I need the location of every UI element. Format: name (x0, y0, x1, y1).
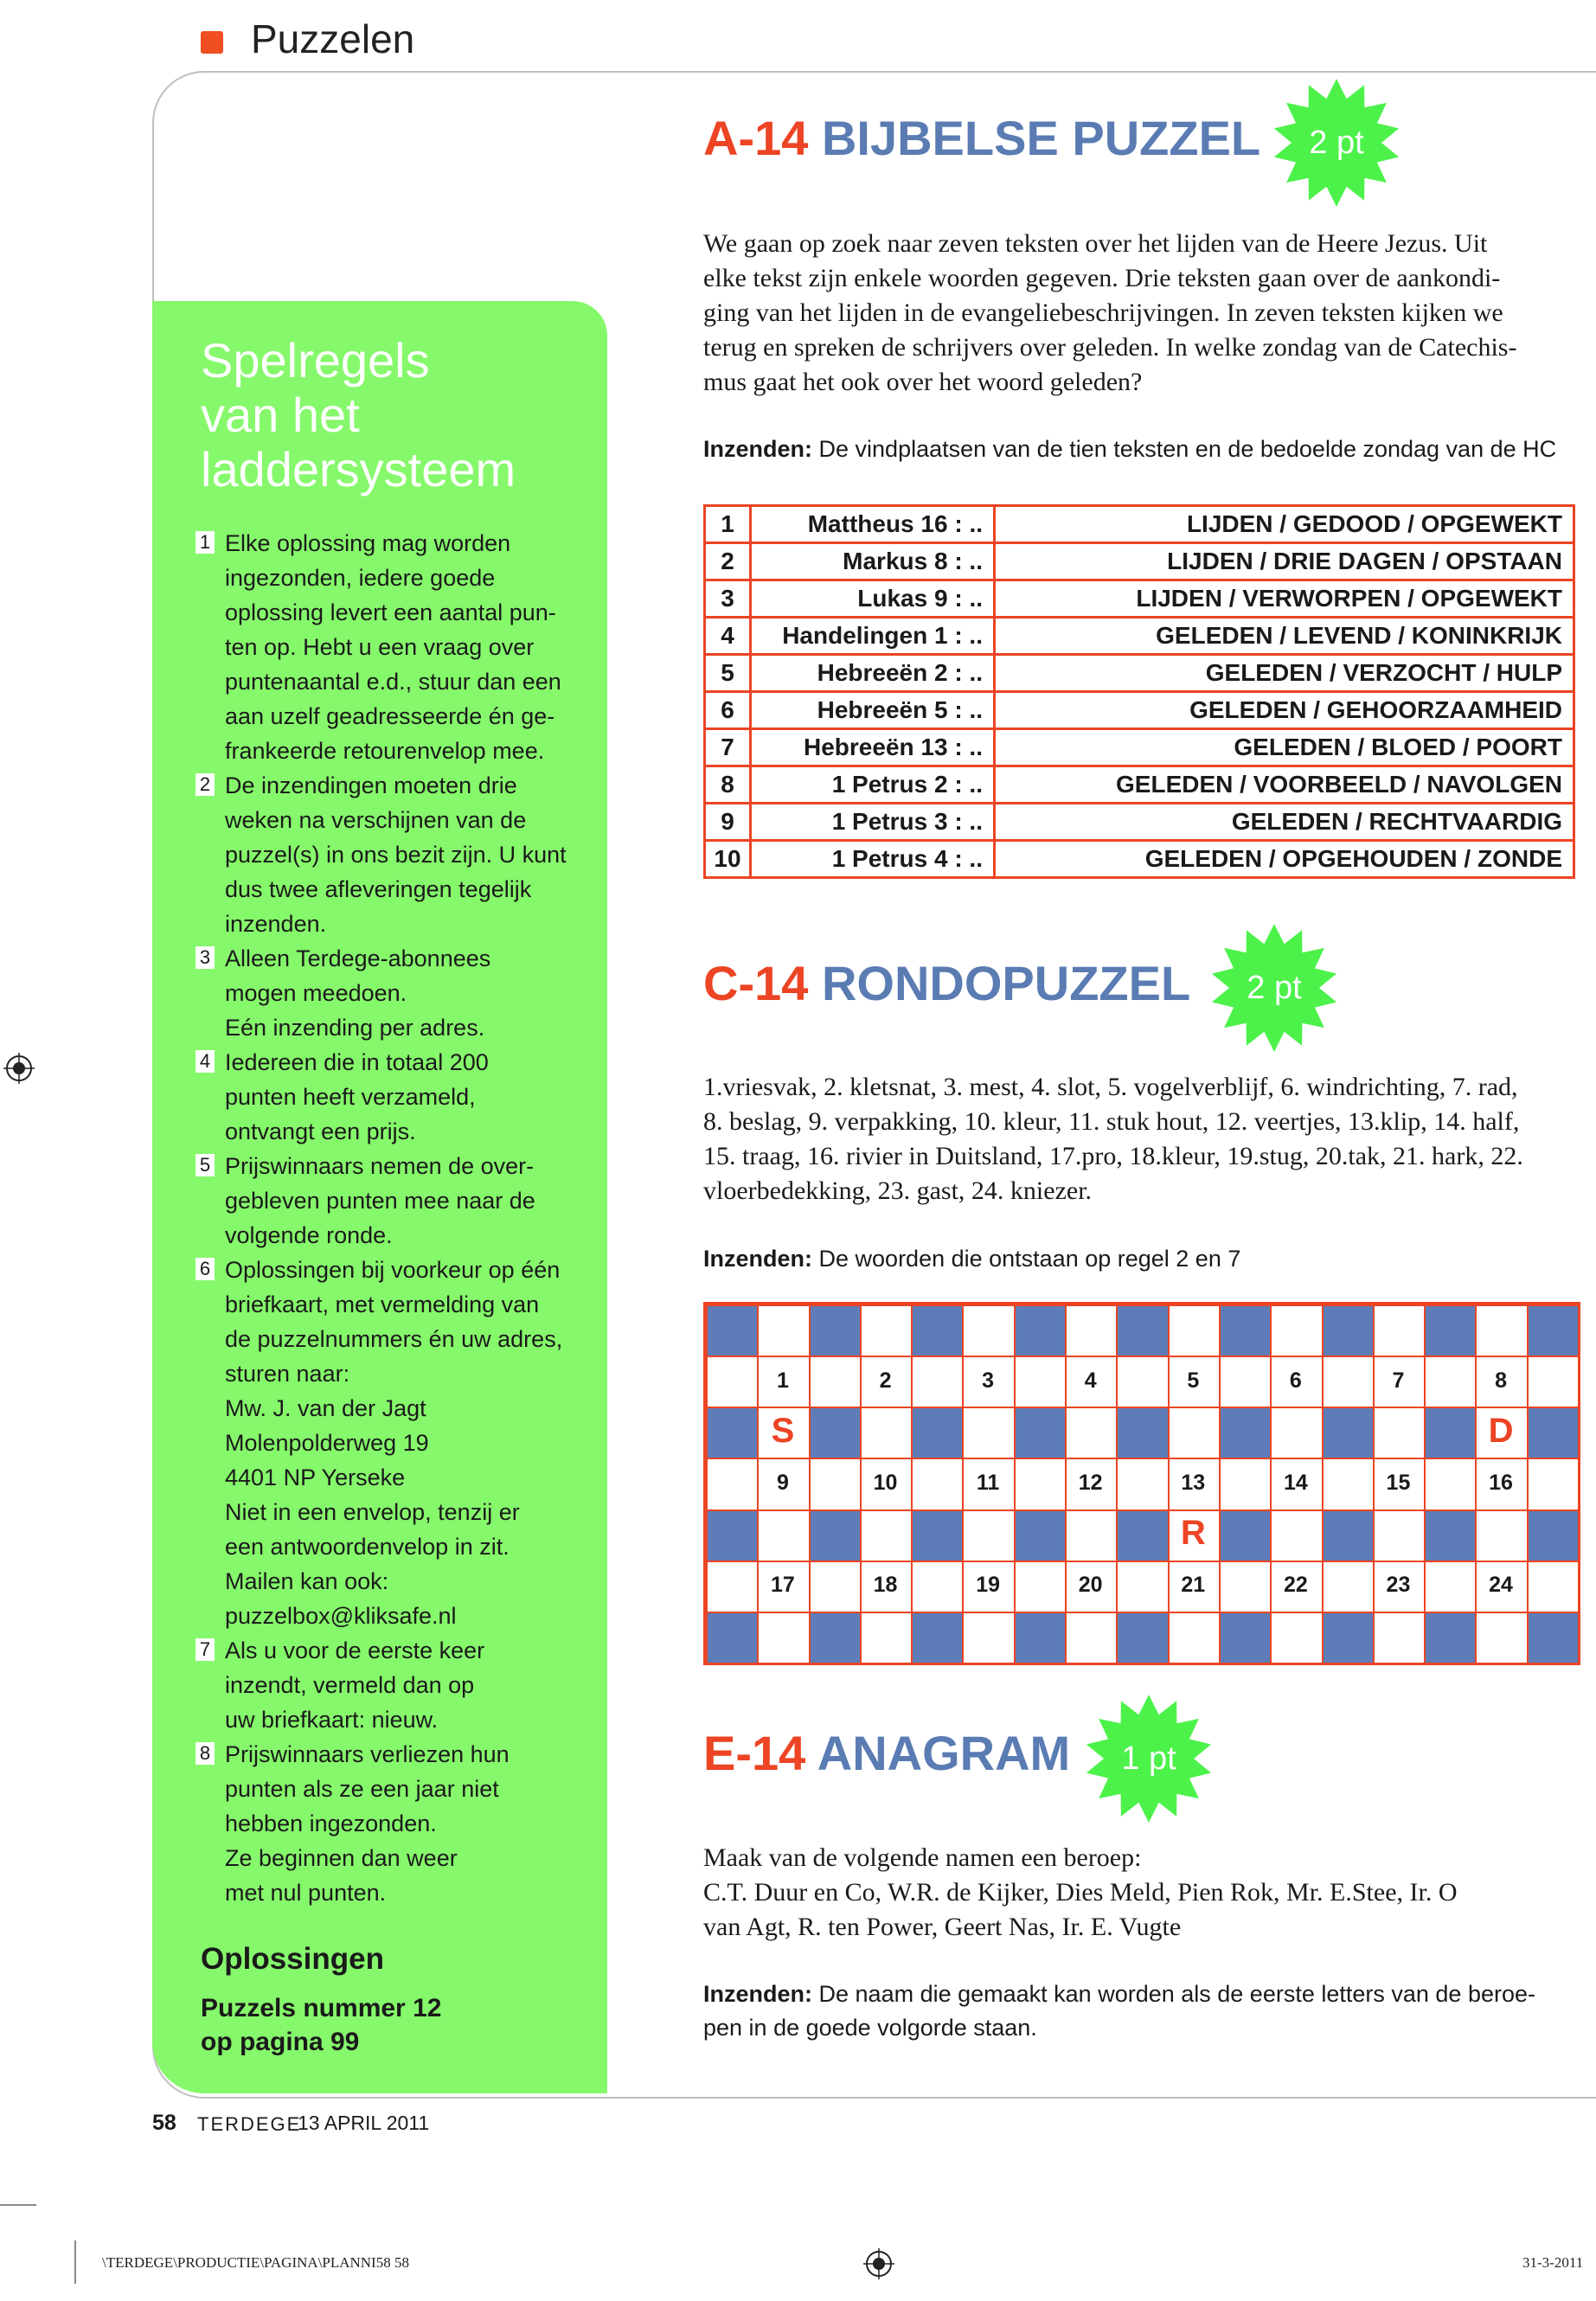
grid-cell (1168, 1407, 1221, 1459)
rule-number: 4 (195, 1050, 215, 1073)
puzzle-c-name: RONDOPUZZEL (821, 956, 1191, 1010)
crop-mark (0, 2204, 36, 2206)
row-words: GELEDEN / GEHOORZAAMHEID (995, 692, 1574, 729)
rule-line: punten heeft verzameld, (225, 1084, 476, 1110)
table-row (705, 841, 1574, 878)
rule-item (195, 1737, 585, 1910)
grid-cell (757, 1612, 810, 1664)
grid-number: 16 (1489, 1471, 1513, 1495)
grid-cell (911, 1356, 964, 1408)
grid-letter: S (771, 1411, 795, 1450)
row-reference: Hebreeën 2 : .. (751, 655, 995, 692)
inzenden-label: Inzenden: (703, 436, 812, 462)
rule-line: Mailen kan ook: (225, 1568, 389, 1594)
rule-line: ten op. Hebt u een vraag over (225, 634, 535, 660)
clue-line: 15. traag, 16. rivier in Duitsland, 17.pro, 18.kleur, 19.stug, 20.tak, 21. hark, 22. (703, 1142, 1523, 1170)
grid-number: 7 (1392, 1368, 1405, 1393)
rule-line: uw briefkaart: nieuw. (225, 1707, 439, 1733)
puzzle-a-points-badge (1272, 78, 1401, 208)
grid-cell (911, 1407, 964, 1459)
grid-cell (1322, 1304, 1375, 1357)
row-reference: Markus 8 : .. (751, 543, 995, 580)
grid-cell (962, 1612, 1015, 1664)
inzenden-text: De woorden die ontstaan op regel 2 en 7 (818, 1246, 1241, 1272)
rules-list (195, 526, 585, 1910)
row-words: GELEDEN / VOORBEELD / NAVOLGEN (995, 766, 1574, 804)
grid-cell (1116, 1407, 1169, 1459)
grid-number: 11 (976, 1471, 1000, 1495)
puzzle-a-intro (703, 227, 1577, 400)
rule-line: inzenden. (225, 911, 327, 937)
grid-cell (706, 1458, 759, 1510)
puzzle-e-title (703, 1726, 1070, 1781)
grid-number: 6 (1289, 1368, 1302, 1393)
grid-number: 14 (1283, 1471, 1308, 1495)
grid-cell (1065, 1304, 1118, 1357)
grid-cell (911, 1304, 964, 1357)
grid-cell (706, 1407, 759, 1459)
grid-cell (1219, 1356, 1272, 1408)
rule-line: sturen naar: (225, 1361, 350, 1387)
rule-line: de puzzelnummers én uw adres, (225, 1326, 563, 1352)
row-number: 10 (705, 841, 751, 878)
rule-item (195, 768, 585, 941)
rule-number: 3 (195, 946, 215, 969)
grid-cell (1527, 1356, 1580, 1408)
grid-cell (1116, 1561, 1169, 1613)
grid-cell (1219, 1561, 1272, 1613)
rule-line: puzzel(s) in ons bezit zijn. U kunt (225, 842, 567, 868)
puzzle-c-points-badge (1209, 923, 1339, 1053)
table-row (705, 618, 1574, 655)
rule-line: volgende ronde. (225, 1222, 393, 1248)
table-row (705, 766, 1574, 804)
solutions-line: op pagina 99 (201, 2028, 360, 2056)
grid-cell (1270, 1509, 1323, 1562)
inzenden-label: Inzenden: (703, 1981, 812, 2007)
grid-cell (1373, 1612, 1426, 1664)
row-number: 7 (705, 729, 751, 766)
grid-cell (1373, 1509, 1426, 1562)
grid-cell (1065, 1612, 1118, 1664)
rule-item (195, 1045, 585, 1149)
rule-line: mogen meedoen. (225, 980, 407, 1006)
inzenden-text: De naam die gemaakt kan worden als de eerste letters van de beroe- (818, 1981, 1535, 2007)
rule-line: hebben ingezonden. (225, 1811, 437, 1836)
row-reference: 1 Petrus 2 : .. (751, 766, 995, 804)
grid-number: 15 (1386, 1471, 1411, 1495)
grid-cell (1424, 1509, 1477, 1562)
grid-cell (809, 1561, 862, 1613)
grid-cell (1014, 1407, 1067, 1459)
rondo-grid (703, 1302, 1580, 1665)
grid-cell (911, 1509, 964, 1562)
grid-cell (1219, 1407, 1272, 1459)
rule-line: puzzelbox@kliksafe.nl (225, 1603, 457, 1629)
puzzle-c-title (703, 956, 1190, 1011)
rule-line: Iedereen die in totaal 200 (225, 1049, 489, 1075)
magazine-name: TERDEGE (197, 2113, 302, 2135)
grid-number: 12 (1078, 1471, 1103, 1495)
rule-line: weken na verschijnen van de (225, 807, 527, 833)
inzenden-label: Inzenden: (703, 1246, 812, 1272)
grid-cell (757, 1304, 810, 1357)
sidebar-title-line: van het (201, 388, 360, 442)
rule-number: 2 (195, 773, 215, 796)
row-words: LIJDEN / GEDOOD / OPGEWEKT (995, 506, 1574, 543)
grid-cell (962, 1304, 1015, 1357)
row-reference: Hebreeën 5 : .. (751, 692, 995, 729)
grid-cell (860, 1612, 913, 1664)
table-row (705, 506, 1574, 543)
grid-letter: D (1488, 1411, 1514, 1450)
grid-cell (962, 1509, 1015, 1562)
rule-line: puntenaantal e.d., stuur dan een (225, 669, 561, 695)
grid-cell (1116, 1612, 1169, 1664)
grid-cell (1219, 1458, 1272, 1510)
grid-cell (706, 1356, 759, 1408)
rule-line: Molenpolderweg 19 (225, 1430, 429, 1456)
grid-cell (1527, 1561, 1580, 1613)
puzzle-a-table (703, 504, 1575, 879)
solutions-line: Puzzels nummer 12 (201, 1994, 442, 2022)
grid-number: 3 (982, 1368, 995, 1393)
puzzle-c-clues (703, 1070, 1577, 1208)
crop-mark (74, 2240, 76, 2284)
rule-line: Prijswinnaars nemen de over- (225, 1153, 535, 1179)
grid-number: 9 (776, 1471, 789, 1495)
sidebar-title-line: laddersysteem (201, 442, 516, 497)
grid-cell (1270, 1407, 1323, 1459)
intro-line: C.T. Duur en Co, W.R. de Kijker, Dies Meld, Pien Rok, Mr. E.Stee, Ir. O (703, 1878, 1458, 1907)
grid-cell (1475, 1304, 1528, 1357)
grid-number: 13 (1181, 1471, 1206, 1495)
print-slug-date: 31-3-2011 (1522, 2254, 1584, 2271)
clue-line: 8. beslag, 9. verpakking, 10. kleur, 11. stuk hout, 12. veertjes, 13.klip, 14. half, (703, 1107, 1520, 1136)
puzzle-a-code: A-14 (703, 111, 809, 165)
grid-cell (1322, 1561, 1375, 1613)
rule-item (195, 941, 585, 1045)
intro-line: We gaan op zoek naar zeven teksten over het lijden van de Heere Jezus. Uit (703, 229, 1488, 258)
grid-cell (809, 1407, 862, 1459)
row-words: GELEDEN / RECHTVAARDIG (995, 804, 1574, 841)
puzzle-e-intro (703, 1841, 1577, 1945)
solutions-title: Oplossingen (201, 1942, 384, 1976)
grid-number: 21 (1181, 1573, 1206, 1598)
grid-cell (1270, 1612, 1323, 1664)
grid-number: 20 (1078, 1573, 1103, 1598)
grid-number: 17 (771, 1573, 795, 1598)
grid-cell (911, 1458, 964, 1510)
row-words: GELEDEN / OPGEHOUDEN / ZONDE (995, 841, 1574, 878)
rule-item (195, 1149, 585, 1253)
grid-letter: R (1180, 1514, 1206, 1553)
intro-line: van Agt, R. ten Power, Geert Nas, Ir. E. Vugte (703, 1913, 1182, 1941)
print-slug: \TERDEGE\PRODUCTIE\PAGINA\PLANNI58 58 (102, 2254, 409, 2271)
puzzle-e-points-badge (1084, 1694, 1214, 1823)
rule-line: een antwoordenvelop in zit. (225, 1534, 510, 1560)
grid-cell (860, 1304, 913, 1357)
inzenden-text: pen in de goede volgorde staan. (703, 2015, 1037, 2041)
table-row (705, 655, 1574, 692)
grid-cell (860, 1407, 913, 1459)
row-reference: Hebreeën 13 : .. (751, 729, 995, 766)
row-reference: 1 Petrus 4 : .. (751, 841, 995, 878)
puzzle-a-name: BIJBELSE PUZZEL (821, 111, 1261, 165)
clue-line: vloerbedekking, 23. gast, 24. kniezer. (703, 1176, 1093, 1205)
rule-line: briefkaart, met vermelding van (225, 1292, 540, 1317)
table-row (705, 729, 1574, 766)
grid-number: 8 (1495, 1368, 1507, 1393)
puzzle-c-inzenden (703, 1242, 1240, 1276)
rule-number: 6 (195, 1258, 215, 1280)
grid-cell (809, 1304, 862, 1357)
grid-cell (1219, 1612, 1272, 1664)
rule-line: Eén inzending per adres. (225, 1015, 485, 1041)
row-reference: Lukas 9 : .. (751, 580, 995, 618)
grid-cell (911, 1561, 964, 1613)
grid-cell (809, 1509, 862, 1562)
row-words: LIJDEN / VERWORPEN / OPGEWEKT (995, 580, 1574, 618)
grid-number: 24 (1489, 1573, 1513, 1598)
puzzle-e-points: 1 pt (1121, 1740, 1176, 1777)
grid-cell (1168, 1612, 1221, 1664)
grid-cell (1116, 1509, 1169, 1562)
row-number: 1 (705, 506, 751, 543)
registration-mark-icon (863, 2248, 894, 2279)
grid-cell (1270, 1304, 1323, 1357)
grid-cell (1322, 1612, 1375, 1664)
grid-cell (1014, 1561, 1067, 1613)
rule-line: met nul punten. (225, 1880, 387, 1906)
rule-number: 7 (195, 1638, 215, 1661)
rule-item (195, 1253, 585, 1633)
grid-cell (1014, 1509, 1067, 1562)
rule-line: Niet in een envelop, tenzij er (225, 1499, 520, 1525)
inzenden-text: De vindplaatsen van de tien teksten en de bedoelde zondag van de HC (818, 436, 1557, 462)
grid-cell (1322, 1407, 1375, 1459)
puzzle-a-inzenden (703, 433, 1556, 466)
grid-cell (860, 1509, 913, 1562)
row-number: 9 (705, 804, 751, 841)
grid-cell (1475, 1612, 1528, 1664)
row-words: LIJDEN / DRIE DAGEN / OPSTAAN (995, 543, 1574, 580)
rule-line: frankeerde retourenvelop mee. (225, 738, 545, 764)
grid-cell (1014, 1356, 1067, 1408)
rule-line: Elke oplossing mag worden (225, 530, 511, 556)
intro-line: terug en spreken de schrijvers over geleden. In welke zondag van de Catechis- (703, 333, 1517, 362)
grid-cell (809, 1612, 862, 1664)
grid-cell (1065, 1407, 1118, 1459)
rule-line: Alleen Terdege-abonnees (225, 945, 491, 971)
grid-number: 5 (1187, 1368, 1200, 1393)
grid-cell (1527, 1304, 1580, 1357)
section-title: Puzzelen (251, 16, 415, 61)
grid-cell (1219, 1509, 1272, 1562)
grid-cell (1373, 1407, 1426, 1459)
solutions-text (201, 1991, 441, 2059)
grid-cell (1322, 1509, 1375, 1562)
section-marker-square (201, 31, 223, 54)
grid-cell (1014, 1612, 1067, 1664)
clue-line: 1.vriesvak, 2. kletsnat, 3. mest, 4. slot, 5. vogelverblijf, 6. windrichting, 7. rad, (703, 1073, 1518, 1101)
rule-line: ontvangt een prijs. (225, 1118, 416, 1144)
row-words: GELEDEN / VERZOCHT / HULP (995, 655, 1574, 692)
grid-cell (1014, 1304, 1067, 1357)
puzzle-e-name: ANAGRAM (817, 1726, 1071, 1780)
grid-cell (706, 1561, 759, 1613)
grid-cell (757, 1509, 810, 1562)
rule-number: 1 (195, 531, 215, 554)
row-number: 2 (705, 543, 751, 580)
row-number: 3 (705, 580, 751, 618)
rule-line: Mw. J. van der Jagt (225, 1395, 426, 1421)
grid-cell (1116, 1458, 1169, 1510)
row-number: 5 (705, 655, 751, 692)
puzzle-a-points: 2 pt (1309, 124, 1364, 161)
rule-line: dus twee afleveringen tegelijk (225, 876, 532, 902)
grid-cell (706, 1612, 759, 1664)
grid-cell (1475, 1509, 1528, 1562)
grid-cell (1527, 1407, 1580, 1459)
rule-line: Als u voor de eerste keer (225, 1638, 485, 1663)
row-words: GELEDEN / BLOED / POORT (995, 729, 1574, 766)
rule-line: gebleven punten mee naar de (225, 1188, 535, 1214)
grid-cell (1424, 1458, 1477, 1510)
row-reference: Handelingen 1 : .. (751, 618, 995, 655)
grid-cell (809, 1458, 862, 1510)
grid-cell (962, 1407, 1015, 1459)
grid-cell (706, 1304, 759, 1357)
row-reference: 1 Petrus 3 : .. (751, 804, 995, 841)
grid-number: 4 (1084, 1368, 1097, 1393)
intro-line: mus gaat het ook over het woord geleden? (703, 368, 1143, 396)
grid-number: 18 (873, 1573, 898, 1598)
grid-cell (1527, 1509, 1580, 1562)
row-number: 6 (705, 692, 751, 729)
grid-cell (1116, 1356, 1169, 1408)
intro-line: ging van het lijden in de evangeliebeschrijvingen. In zeven teksten kijken we (703, 298, 1503, 327)
rule-item (195, 526, 585, 768)
grid-cell (1527, 1612, 1580, 1664)
rule-line: inzendt, vermeld dan op (225, 1672, 475, 1698)
grid-number: 1 (776, 1368, 789, 1393)
grid-cell (1424, 1612, 1477, 1664)
intro-line: Maak van de volgende namen een beroep: (703, 1843, 1142, 1872)
rule-line: aan uzelf geadresseerde én ge- (225, 703, 555, 729)
row-reference: Mattheus 16 : .. (751, 506, 995, 543)
rule-line: 4401 NP Yerseke (225, 1465, 406, 1490)
grid-cell (1322, 1356, 1375, 1408)
sidebar-title (201, 333, 581, 497)
registration-mark-icon (3, 1053, 35, 1084)
rule-item (195, 1633, 585, 1737)
rule-line: Ze beginnen dan weer (225, 1845, 458, 1871)
rule-line: oplossing levert een aantal pun- (225, 599, 556, 625)
grid-cell (1168, 1304, 1221, 1357)
grid-cell (1424, 1356, 1477, 1408)
puzzle-e-code: E-14 (703, 1726, 806, 1780)
grid-cell (1065, 1509, 1118, 1562)
grid-cell (1527, 1458, 1580, 1510)
puzzle-c-code: C-14 (703, 956, 809, 1010)
intro-line: elke tekst zijn enkele woorden gegeven. Drie teksten gaan over de aankondi- (703, 264, 1501, 292)
grid-number: 10 (873, 1471, 898, 1495)
row-words: GELEDEN / LEVEND / KONINKRIJK (995, 618, 1574, 655)
grid-cell (1014, 1458, 1067, 1510)
rule-line: Prijswinnaars verliezen hun (225, 1741, 510, 1767)
table-row (705, 804, 1574, 841)
rule-line: punten als ze een jaar niet (225, 1776, 499, 1802)
grid-cell (1373, 1304, 1426, 1357)
grid-number: 23 (1386, 1573, 1411, 1598)
issue-date: 13 APRIL 2011 (298, 2112, 430, 2134)
table-row (705, 543, 1574, 580)
grid-cell (1219, 1304, 1272, 1357)
puzzle-a-title (703, 111, 1260, 166)
page-number: 58 (152, 2111, 176, 2135)
grid-number: 2 (879, 1368, 892, 1393)
grid-cell (1322, 1458, 1375, 1510)
grid-number: 19 (976, 1573, 1001, 1598)
grid-number: 22 (1283, 1573, 1308, 1598)
table-row (705, 692, 1574, 729)
grid-cell (911, 1612, 964, 1664)
grid-cell (1424, 1407, 1477, 1459)
rule-line: ingezonden, iedere goede (225, 565, 496, 591)
grid-cell (1116, 1304, 1169, 1357)
table-row (705, 580, 1574, 618)
puzzle-c-points: 2 pt (1247, 969, 1302, 1006)
puzzle-e-inzenden (703, 1977, 1577, 2045)
row-number: 8 (705, 766, 751, 804)
grid-cell (809, 1356, 862, 1408)
rule-line: De inzendingen moeten drie (225, 772, 517, 798)
rule-line: Oplossingen bij voorkeur op één (225, 1257, 561, 1283)
rule-number: 8 (195, 1742, 215, 1765)
row-number: 4 (705, 618, 751, 655)
grid-cell (1424, 1304, 1477, 1357)
grid-cell (1424, 1561, 1477, 1613)
grid-cell (706, 1509, 759, 1562)
sidebar-title-line: Spelregels (201, 333, 430, 388)
rule-number: 5 (195, 1154, 215, 1176)
